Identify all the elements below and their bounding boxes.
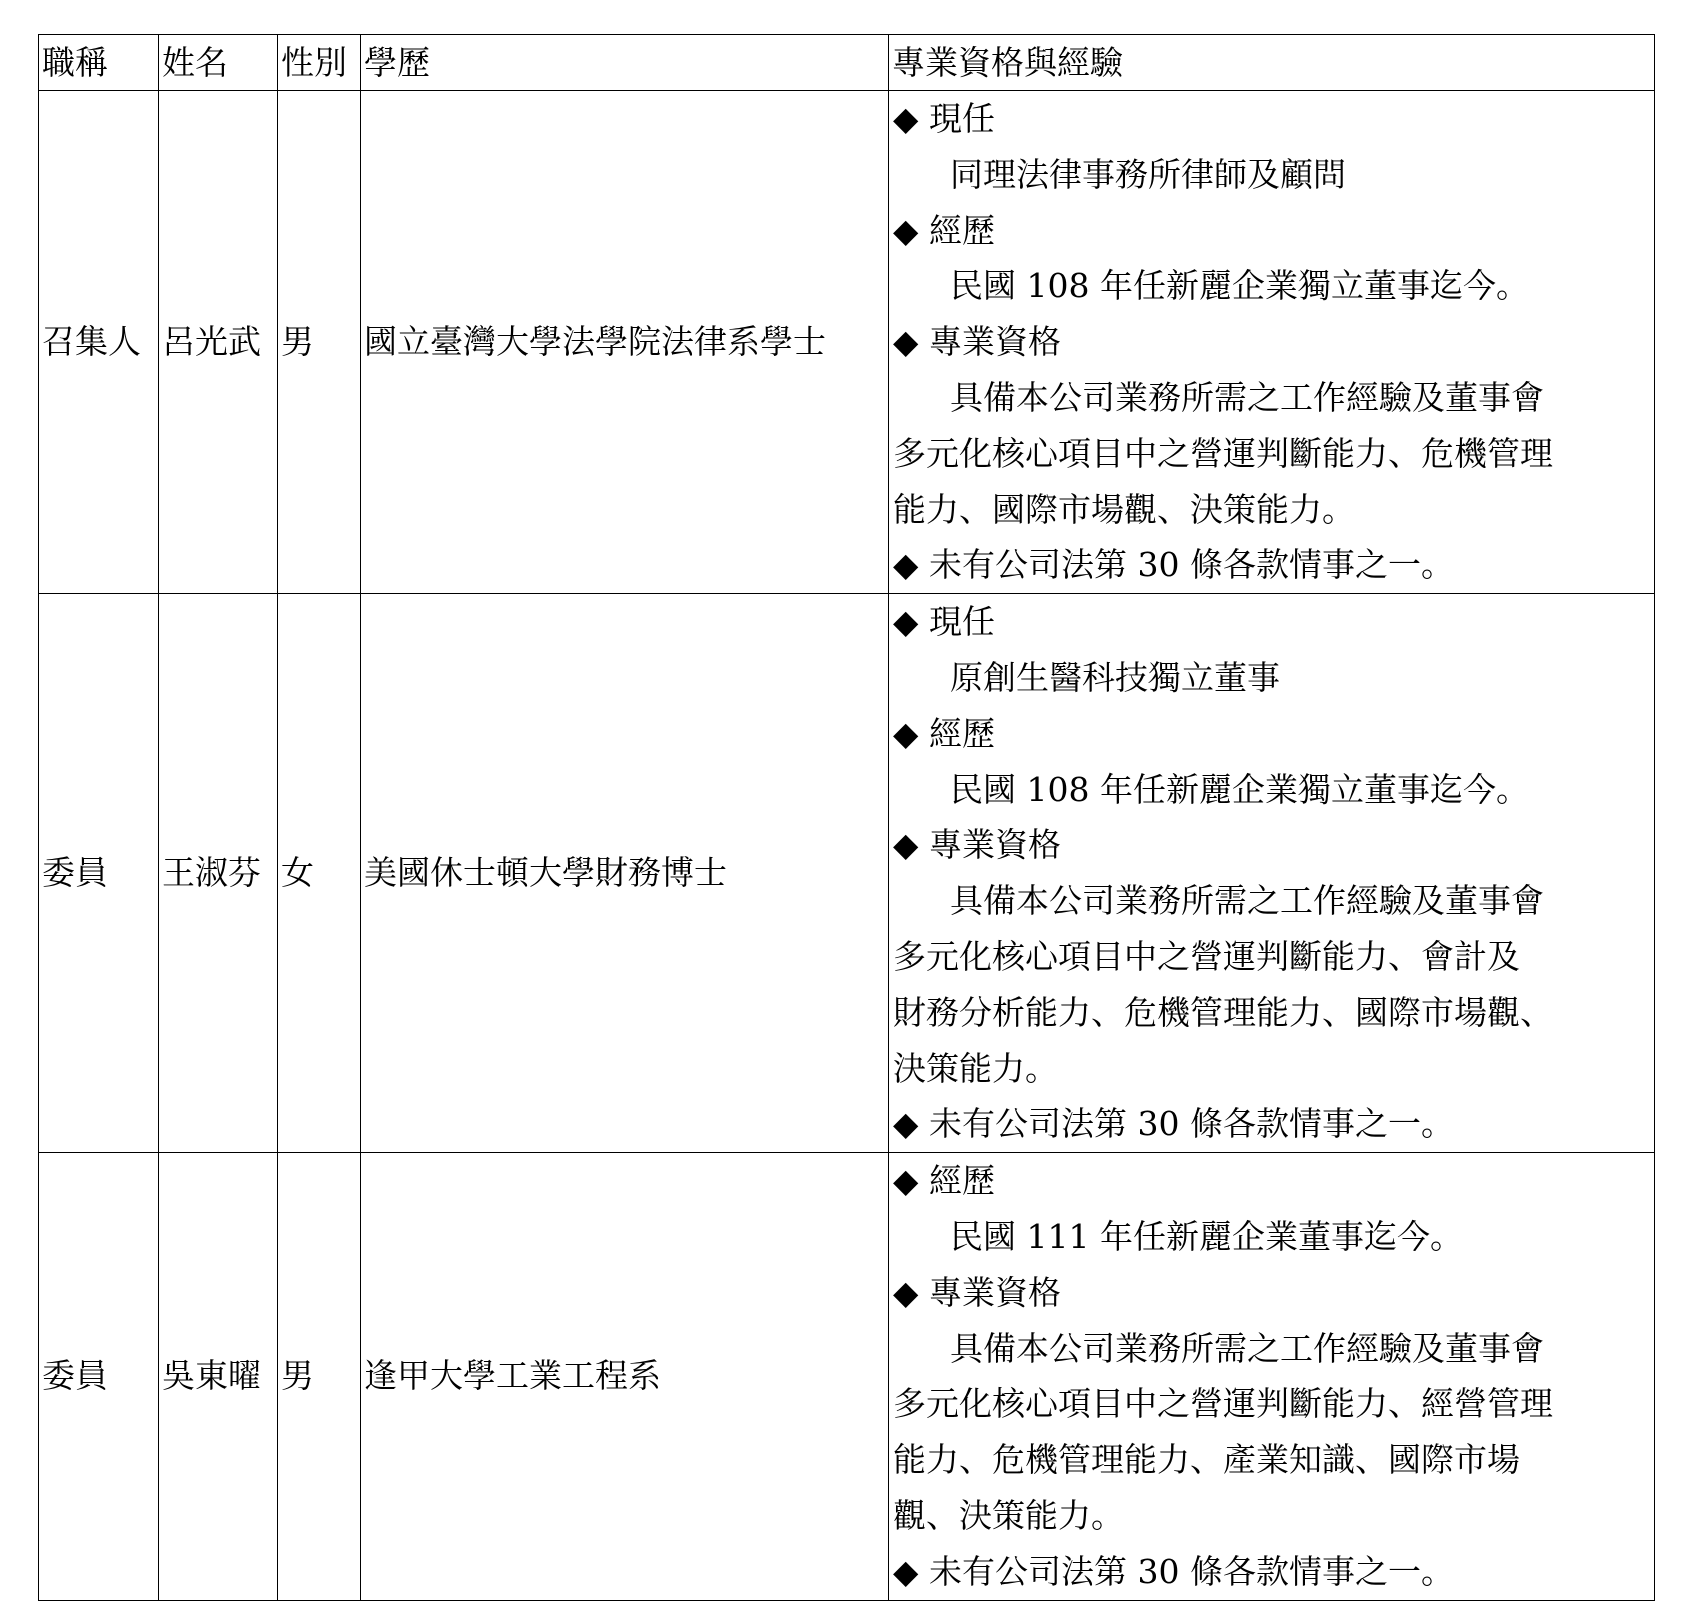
experience-text-line bbox=[893, 147, 1650, 203]
member-name-cell: 王淑芬 bbox=[159, 594, 278, 1153]
committee-members-table bbox=[38, 34, 1655, 1601]
member-education-cell: 國立臺灣大學法學院法律系學士 bbox=[361, 91, 889, 594]
experience-text-line bbox=[893, 650, 1650, 706]
member-gender-cell: 男 bbox=[278, 1153, 361, 1600]
diamond-bullet-icon: ◆ bbox=[893, 825, 919, 865]
member-title-cell: 委員 bbox=[39, 594, 159, 1153]
experience-heading-line bbox=[893, 1544, 1650, 1600]
experience-line-text: 具備本公司業務所需之工作經驗及董事會 bbox=[950, 1328, 1544, 1368]
member-title-cell: 召集人 bbox=[39, 91, 159, 594]
member-experience-cell bbox=[889, 594, 1655, 1153]
experience-text-line bbox=[893, 1432, 1650, 1488]
experience-line-text: 具備本公司業務所需之工作經驗及董事會 bbox=[950, 881, 1544, 921]
experience-line-text: 同理法律事務所律師及顧問 bbox=[950, 154, 1346, 194]
experience-text-line bbox=[893, 1376, 1650, 1432]
experience-text-line bbox=[893, 258, 1650, 314]
experience-line-text: 民國 108 年任新麗企業獨立董事迄今。 bbox=[950, 769, 1529, 809]
experience-heading-line bbox=[893, 706, 1650, 762]
experience-text-line bbox=[893, 985, 1650, 1041]
experience-heading-line bbox=[893, 817, 1650, 873]
table-row bbox=[39, 594, 1655, 1153]
experience-text-line bbox=[893, 873, 1650, 929]
member-name-cell: 吳東曜 bbox=[159, 1153, 278, 1600]
experience-line-text: 民國 111 年任新麗企業董事迄今。 bbox=[950, 1216, 1463, 1256]
diamond-bullet-icon: ◆ bbox=[893, 1161, 919, 1201]
member-experience-cell bbox=[889, 91, 1655, 594]
experience-line-text: 現任 bbox=[929, 99, 995, 138]
member-education-cell: 逢甲大學工業工程系 bbox=[361, 1153, 889, 1600]
member-gender-cell: 女 bbox=[278, 594, 361, 1153]
member-name-cell: 呂光武 bbox=[159, 91, 278, 594]
experience-line-text: 經歷 bbox=[929, 713, 995, 753]
experience-text-line bbox=[893, 482, 1650, 538]
experience-text-line bbox=[893, 370, 1650, 426]
diamond-bullet-icon: ◆ bbox=[893, 1104, 919, 1144]
diamond-bullet-icon: ◆ bbox=[893, 713, 919, 753]
header-name: 姓名 bbox=[159, 35, 278, 91]
experience-line-text: 經歷 bbox=[929, 1161, 995, 1201]
diamond-bullet-icon: ◆ bbox=[893, 99, 919, 138]
experience-line-text: 民國 108 年任新麗企業獨立董事迄今。 bbox=[950, 266, 1529, 306]
header-education: 學歷 bbox=[361, 35, 889, 91]
experience-line-text: 專業資格 bbox=[929, 322, 1061, 362]
experience-heading-line bbox=[893, 537, 1650, 593]
experience-text-line bbox=[893, 1488, 1650, 1544]
experience-heading-line bbox=[893, 1153, 1650, 1209]
experience-line-text: 專業資格 bbox=[929, 1272, 1061, 1312]
experience-heading-line bbox=[893, 1096, 1650, 1152]
experience-line-text: 未有公司法第 30 條各款情事之一。 bbox=[929, 545, 1454, 585]
diamond-bullet-icon: ◆ bbox=[893, 545, 919, 585]
experience-line-text: 原創生醫科技獨立董事 bbox=[950, 657, 1280, 697]
experience-line-text: 經歷 bbox=[929, 210, 995, 250]
member-experience-cell bbox=[889, 1153, 1655, 1600]
member-education-cell: 美國休士頓大學財務博士 bbox=[361, 594, 889, 1153]
experience-heading-line bbox=[893, 594, 1650, 650]
diamond-bullet-icon: ◆ bbox=[893, 322, 919, 362]
experience-line-text: 未有公司法第 30 條各款情事之一。 bbox=[929, 1104, 1454, 1144]
experience-heading-line bbox=[893, 314, 1650, 370]
experience-line-text: 具備本公司業務所需之工作經驗及董事會 bbox=[950, 377, 1544, 417]
experience-text-line bbox=[893, 1041, 1650, 1097]
experience-line-text: 多元化核心項目中之營運判斷能力、危機管理 bbox=[893, 433, 1553, 473]
table-row bbox=[39, 1153, 1655, 1600]
experience-line-text: 能力、危機管理能力、產業知識、國際市場 bbox=[893, 1440, 1520, 1480]
experience-heading-line bbox=[893, 1265, 1650, 1321]
experience-text-line bbox=[893, 426, 1650, 482]
experience-text-line bbox=[893, 762, 1650, 818]
member-gender-cell: 男 bbox=[278, 91, 361, 594]
experience-text-line bbox=[893, 1321, 1650, 1377]
experience-line-text: 多元化核心項目中之營運判斷能力、會計及 bbox=[893, 936, 1520, 976]
table-body bbox=[39, 91, 1655, 1601]
table-row bbox=[39, 91, 1655, 594]
header-title: 職稱 bbox=[39, 35, 159, 91]
experience-line-text: 觀、決策能力。 bbox=[893, 1495, 1124, 1535]
experience-line-text: 未有公司法第 30 條各款情事之一。 bbox=[929, 1551, 1454, 1591]
diamond-bullet-icon: ◆ bbox=[893, 1272, 919, 1312]
experience-line-text: 多元化核心項目中之營運判斷能力、經營管理 bbox=[893, 1384, 1553, 1424]
header-gender: 性別 bbox=[278, 35, 361, 91]
experience-line-text: 財務分析能力、危機管理能力、國際市場觀、 bbox=[893, 992, 1553, 1032]
experience-line-text: 能力、國際市場觀、決策能力。 bbox=[893, 489, 1355, 529]
table-header-row bbox=[39, 35, 1655, 91]
experience-text-line bbox=[893, 1209, 1650, 1265]
experience-line-text: 現任 bbox=[929, 602, 995, 642]
header-experience: 專業資格與經驗 bbox=[889, 35, 1655, 91]
diamond-bullet-icon: ◆ bbox=[893, 602, 919, 642]
diamond-bullet-icon: ◆ bbox=[893, 1551, 919, 1591]
experience-line-text: 專業資格 bbox=[929, 825, 1061, 865]
experience-line-text: 決策能力。 bbox=[893, 1048, 1058, 1088]
experience-text-line bbox=[893, 929, 1650, 985]
experience-heading-line bbox=[893, 91, 1650, 147]
experience-heading-line bbox=[893, 203, 1650, 259]
diamond-bullet-icon: ◆ bbox=[893, 210, 919, 250]
member-title-cell: 委員 bbox=[39, 1153, 159, 1600]
